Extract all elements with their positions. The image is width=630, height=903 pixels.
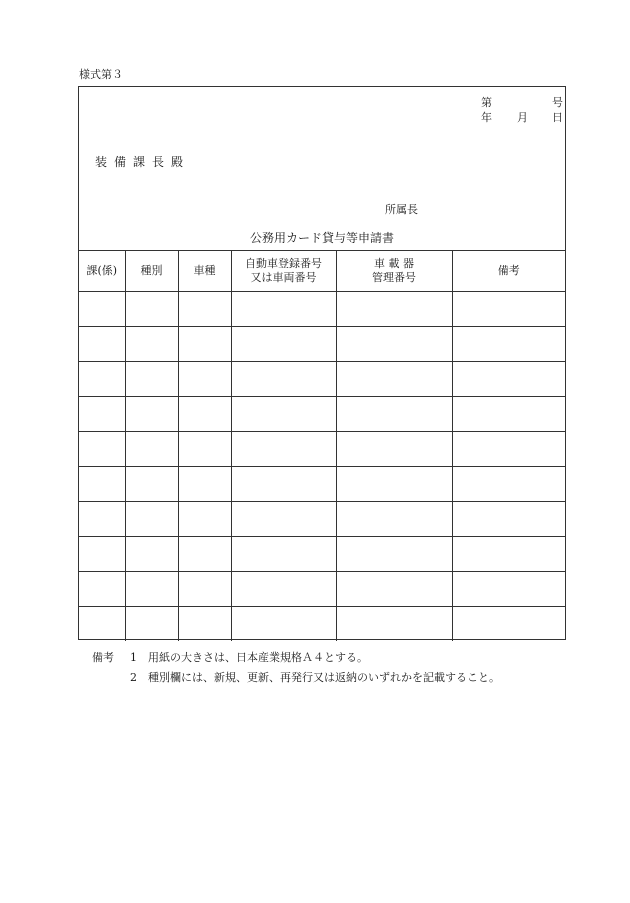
form-header (79, 87, 565, 250)
table-cell[interactable] (125, 432, 178, 467)
table-cell[interactable] (231, 572, 336, 607)
note-item: 備考 1 用紙の大きさは、日本産業規格Ａ４とする。 (92, 648, 500, 668)
table-cell[interactable] (336, 397, 452, 432)
sender: 所属長 (385, 203, 418, 216)
table-cell[interactable] (336, 537, 452, 572)
table-cell[interactable] (336, 607, 452, 642)
table-cell[interactable] (125, 607, 178, 642)
form-number: 様式第３ (79, 68, 123, 81)
table-cell[interactable] (452, 327, 565, 362)
table-cell[interactable] (125, 397, 178, 432)
table-cell[interactable] (336, 362, 452, 397)
notes (92, 648, 500, 688)
table-header-row (79, 251, 565, 292)
table-cell[interactable] (79, 327, 125, 362)
table-cell[interactable] (452, 362, 565, 397)
application-form (78, 86, 566, 640)
table-cell[interactable] (452, 467, 565, 502)
table-cell[interactable] (231, 327, 336, 362)
table-cell[interactable] (125, 537, 178, 572)
table-row (79, 362, 565, 397)
column-header-section: 課(係) (79, 251, 125, 292)
table-cell[interactable] (452, 572, 565, 607)
table-cell[interactable] (231, 467, 336, 502)
table-cell[interactable] (231, 397, 336, 432)
table-cell[interactable] (178, 572, 231, 607)
column-header-vehicle-model: 車種 (178, 251, 231, 292)
table-cell[interactable] (79, 432, 125, 467)
table-row (79, 292, 565, 327)
table-cell[interactable] (452, 292, 565, 327)
date-year: 年 (481, 111, 492, 124)
table-cell[interactable] (79, 362, 125, 397)
table-cell[interactable] (125, 292, 178, 327)
table-cell[interactable] (336, 432, 452, 467)
table-cell[interactable] (125, 502, 178, 537)
table-cell[interactable] (178, 362, 231, 397)
table-row (79, 467, 565, 502)
table-cell[interactable] (79, 572, 125, 607)
table-cell[interactable] (79, 502, 125, 537)
table-cell[interactable] (231, 607, 336, 642)
table-row (79, 432, 565, 467)
table-row (79, 397, 565, 432)
table-row (79, 607, 565, 642)
table-cell[interactable] (125, 327, 178, 362)
date-day: 日 (552, 111, 563, 124)
table-cell[interactable] (336, 572, 452, 607)
column-header-remarks: 備考 (452, 251, 565, 292)
table-cell[interactable] (231, 432, 336, 467)
table-cell[interactable] (125, 572, 178, 607)
table-cell[interactable] (178, 467, 231, 502)
notes-heading: 備考 (92, 651, 114, 664)
table-cell[interactable] (178, 292, 231, 327)
table-cell[interactable] (336, 502, 452, 537)
number-suffix: 号 (552, 96, 563, 109)
table-cell[interactable] (178, 607, 231, 642)
table-cell[interactable] (178, 327, 231, 362)
table-row (79, 572, 565, 607)
note-item: 2 種別欄には、新規、更新、再発行又は返納のいずれかを記載すること。 (130, 671, 500, 684)
table-cell[interactable] (231, 292, 336, 327)
table-cell[interactable] (125, 362, 178, 397)
application-table (79, 250, 565, 641)
table-cell[interactable] (79, 397, 125, 432)
document-date (481, 110, 563, 125)
table-cell[interactable] (79, 467, 125, 502)
table-cell[interactable] (231, 362, 336, 397)
table-cell[interactable] (178, 432, 231, 467)
table-cell[interactable] (79, 607, 125, 642)
table-cell[interactable] (79, 537, 125, 572)
table-cell[interactable] (452, 502, 565, 537)
number-prefix: 第 (481, 96, 492, 109)
form-title: 公務用カード貸与等申請書 (249, 231, 394, 245)
table-cell[interactable] (178, 502, 231, 537)
table-cell[interactable] (231, 537, 336, 572)
table-cell[interactable] (125, 467, 178, 502)
table-cell[interactable] (336, 292, 452, 327)
table-row (79, 327, 565, 362)
column-header-type: 種別 (125, 251, 178, 292)
column-header-onboard-unit-number: 車 載 器 管理番号 (336, 251, 452, 292)
document-number (481, 95, 563, 110)
date-month: 月 (517, 111, 528, 124)
table-cell[interactable] (452, 537, 565, 572)
table-cell[interactable] (452, 607, 565, 642)
table-cell[interactable] (452, 432, 565, 467)
addressee: 装備課長殿 (95, 155, 191, 169)
table-cell[interactable] (178, 537, 231, 572)
table-row (79, 537, 565, 572)
table-cell[interactable] (79, 292, 125, 327)
table-row (79, 502, 565, 537)
column-header-registration-number: 自動車登録番号 又は車両番号 (231, 251, 336, 292)
table-cell[interactable] (178, 397, 231, 432)
table-cell[interactable] (231, 502, 336, 537)
table-cell[interactable] (452, 397, 565, 432)
table-cell[interactable] (336, 327, 452, 362)
table-cell[interactable] (336, 467, 452, 502)
